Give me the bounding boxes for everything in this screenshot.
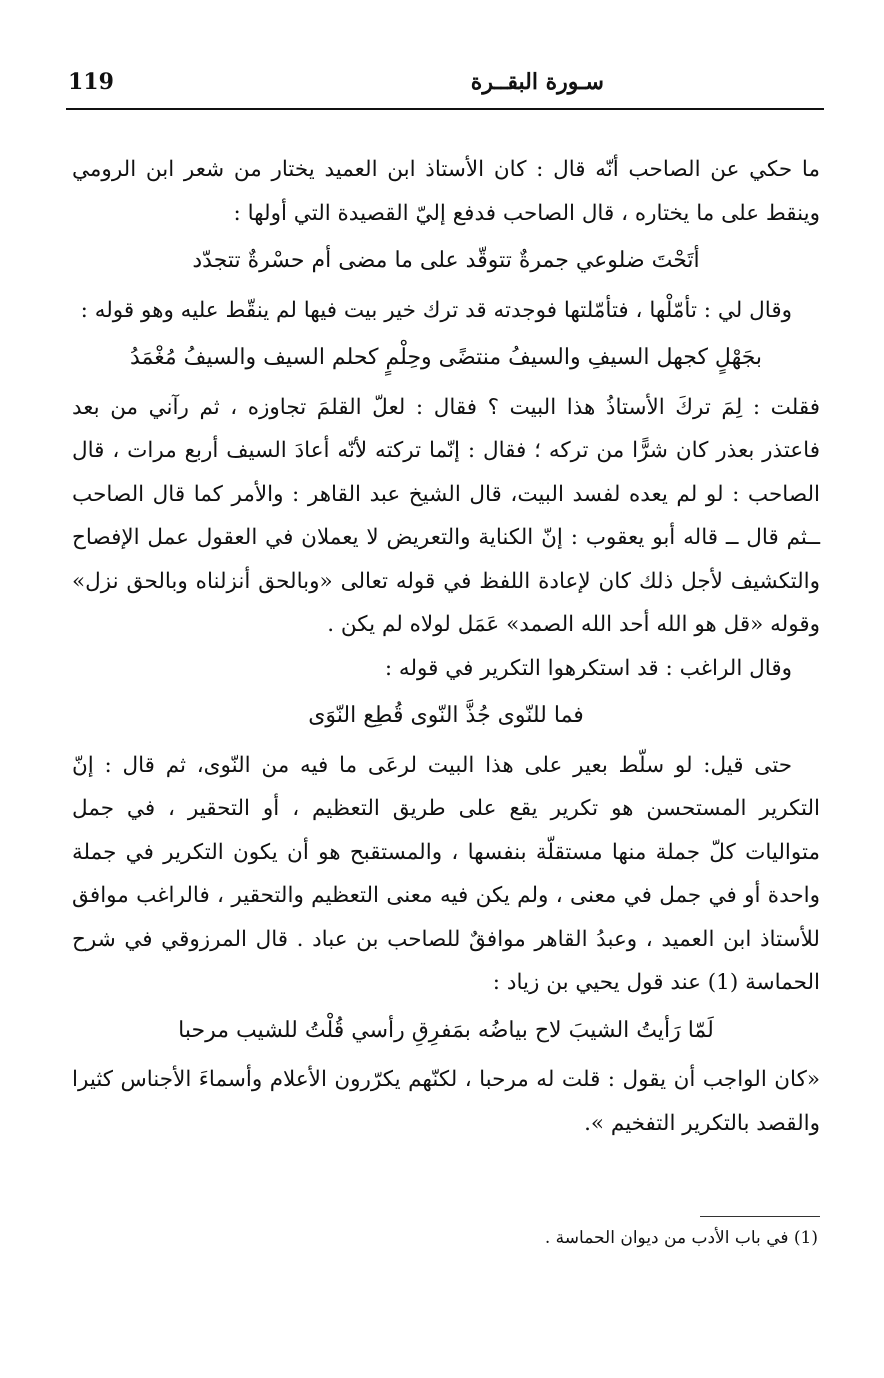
body-text [72, 148, 820, 1145]
page-number: 119 [68, 69, 114, 95]
verse-4: لَمّا رَأيتُ الشيبَ لاح بياضُه بمَفرِقِ رأسي قُلْتُ للشيب مرحبا [178, 1017, 714, 1043]
paragraph-2: وقال لي : تأمّلْها ، فتأمّلتها فوجدته قد ترك خير بيت فيها لم ينقّط عليه وهو قوله : [80, 297, 792, 323]
verse-2: بجَهْلٍ كجهل السيفِ والسيفُ منتضًى وحِلْمٍ كحلم السيف والسيفُ مُغْمَدُ [129, 345, 763, 370]
footnote-rule [700, 1216, 820, 1217]
paragraph-4: وقال الراغب : قد استكرهوا التكرير في قوله : [384, 655, 792, 681]
header-rule [66, 108, 824, 110]
running-title: سـورة البقــرة [470, 69, 604, 95]
paragraph-1: ما حكي عن الصاحب أنّه قال : كان الأستاذ ابن العميد يختار من شعر ابن الرومي وينقط على ما يختاره ، قال الصاحب فدفع إليّ القصيدة التي أولها : [72, 157, 820, 226]
verse-1: أتَحْتَ ضلوعي جمرةٌ تتوقّد على ما مضى أم حسْرةٌ تتجدّد [192, 248, 700, 273]
paragraph-6: «كان الواجب أن يقول : قلت له مرحبا ، لكنّهم يكرّرون الأعلام وأسماءَ الأجناس كثيرا والقصد بالتكرير التفخيم ». [72, 1067, 820, 1136]
paragraph-3: فقلت : لِمَ تركَ الأستاذُ هذا البيت ؟ فقال : لعلّ القلمَ تجاوزه ، ثم رآني من بعد فاعتذر بعذر كان شرًّا من تركه ؛ فقال : إنّما تركته لأنّه أعادَ السيف أربع مرات ، قال الصاحب : لو لم يعده لفسد البيت، قال الشيخ عبد القاهر : والأمر كما قال الصاحب ــثم قال ــ قاله أبو يعقوب : إنّ الكناية والتعريض لا يعملان في العقول عمل الإفصاح والتكشيف لأجل ذلك كان لإعادة اللفظ في قوله تعالى «وبالحق أنزلناه وبالحق نزل» وقوله «قل هو الله أحد الله الصمد» عَمَل لولاه لم يكن . [72, 394, 820, 637]
page-header [68, 62, 824, 102]
paragraph-5: حتى قيل: لو سلّط بعير على هذا البيت لرعَى ما فيه من النّوى، ثم قال : إنّ التكرير المستحسن هو تكرير يقع على طريق التعظيم ، أو التحقير ، في جمل متواليات كلّ جملة منها مستقلّة بنفسها ، والمستقبح هو أن يكون التكرير في جملة واحدة أو في جمل في معنى ، ولم يكن فيه معنى التعظيم والتحقير ، فالراغب موافق للأستاذ ابن العميد ، وعبدُ القاهر موافقٌ للصاحب بن عباد . قال المرزوقي في شرح الحماسة (1) عند قول يحيي بن زياد : [72, 752, 820, 995]
verse-3: فما للنّوى جُذَّ النّوى قُطِع النّوَى [308, 703, 584, 728]
footnote: (1) في باب الأدب من ديوان الحماسة . [544, 1228, 818, 1248]
